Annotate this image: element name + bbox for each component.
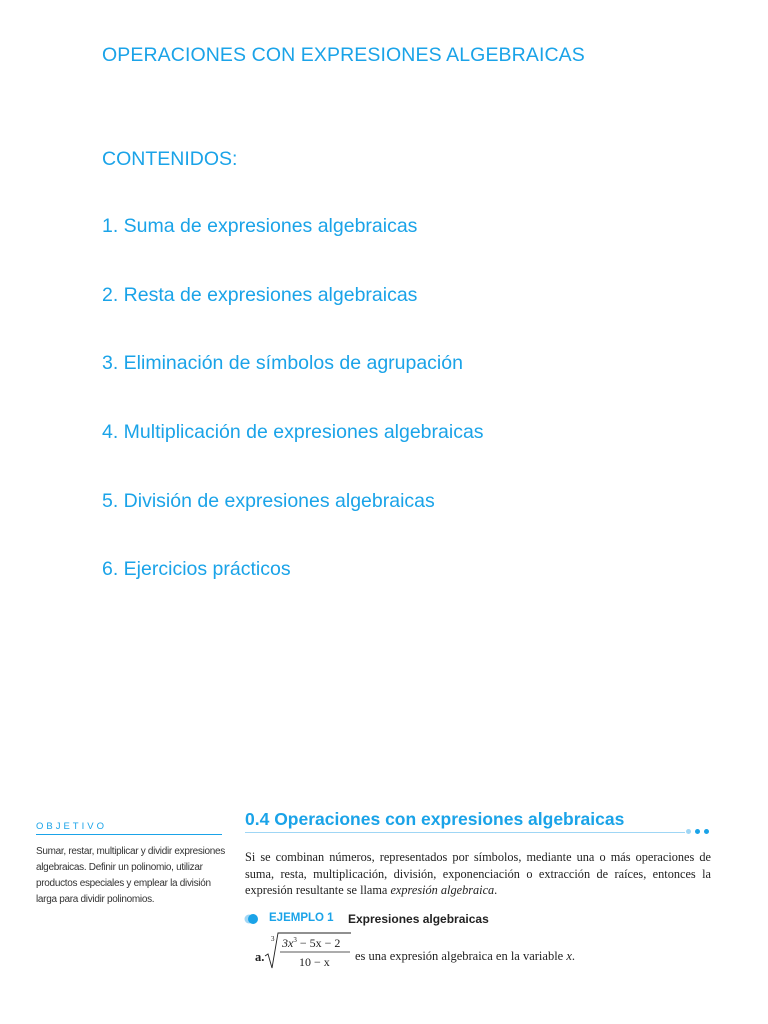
- item-a-text-after: .: [571, 949, 576, 963]
- document-title: OPERACIONES CON EXPRESIONES ALGEBRAICAS: [102, 44, 585, 66]
- example-title: Expresiones algebraicas: [348, 912, 489, 926]
- objective-text: Sumar, restar, multiplicar y dividir expresiones algebraicas. Definir un polinomio, utilizar productos especiales y emplear la división larga para dividir polinomios.: [36, 846, 226, 905]
- item-a-label: a.: [255, 950, 265, 964]
- divider-dot-icon: [695, 829, 700, 834]
- example-bullet-icon: [244, 913, 259, 925]
- intro-end: .: [494, 883, 498, 897]
- contents-item: 4. Multiplicación de expresiones algebraicas: [102, 421, 484, 443]
- contents-heading: CONTENIDOS:: [102, 148, 238, 170]
- divider-dot-icon: [686, 829, 691, 834]
- numerator-base: 3x: [282, 936, 294, 950]
- radical-index: 3: [271, 935, 275, 943]
- numerator-exponent: 3: [293, 936, 297, 944]
- intro-emphasis: expresión algebraica: [390, 883, 495, 897]
- divider-dot-icon: [704, 829, 709, 834]
- numerator: [281, 936, 340, 950]
- item-a-text: [355, 949, 575, 964]
- item-a-text-before: es una expresión algebraica en la variable: [355, 949, 567, 963]
- intro-text: Si se combinan números, representados por símbolos, mediante una o más operaciones de suma, resta, multiplicación, división, exponenciación o extracción de raíces, entonces la expresión resultante se llama: [245, 850, 711, 897]
- intro-paragraph: [245, 849, 711, 899]
- section-title: 0.4 Operaciones con expresiones algebraicas: [245, 809, 625, 829]
- contents-item: 5. División de expresiones algebraicas: [102, 490, 435, 512]
- cube-root-expression: [262, 930, 354, 972]
- section-divider: [245, 832, 685, 833]
- example-label: EJEMPLO 1: [269, 912, 334, 924]
- contents-item: 1. Suma de expresiones algebraicas: [102, 215, 418, 237]
- item-a-variable: x: [566, 949, 572, 963]
- objective-label: OBJETIVO: [36, 821, 107, 832]
- denominator: 10 − x: [299, 955, 330, 969]
- objective-divider: [36, 834, 222, 835]
- contents-item: 3. Eliminación de símbolos de agrupación: [102, 352, 463, 374]
- contents-item: 2. Resta de expresiones algebraicas: [102, 284, 418, 306]
- numerator-rest: − 5x − 2: [296, 936, 341, 950]
- contents-item: 6. Ejercicios prácticos: [102, 558, 291, 580]
